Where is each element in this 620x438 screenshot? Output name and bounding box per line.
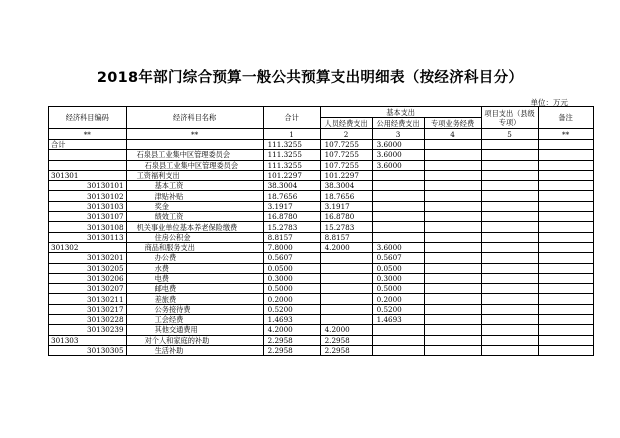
cell-code: 30130239 — [49, 325, 127, 335]
cell-code: 合计 — [49, 140, 127, 150]
cell-remark — [538, 253, 593, 263]
table-row — [49, 315, 594, 325]
cell-name: 基本工资 — [126, 181, 263, 191]
header-total: 合计 — [263, 107, 320, 129]
table-row — [49, 273, 594, 283]
cell-special — [424, 273, 481, 283]
cell-name: 差旅费 — [126, 294, 263, 304]
cell-personnel — [320, 294, 372, 304]
cell-project — [481, 242, 538, 252]
unit-label: 单位：万元 — [530, 98, 568, 107]
cell-remark — [538, 150, 593, 160]
cell-code: 30130107 — [49, 212, 127, 222]
cell-project — [481, 160, 538, 170]
cell-total: 101.2297 — [263, 170, 320, 180]
cell-public: 3.6000 — [372, 160, 424, 170]
cell-code: 30130228 — [49, 315, 127, 325]
cell-remark — [538, 242, 593, 252]
cell-project — [481, 170, 538, 180]
table-row — [49, 181, 594, 191]
cell-code: 30130101 — [49, 181, 127, 191]
cell-total: 0.3000 — [263, 273, 320, 283]
cell-public — [372, 345, 424, 355]
index-cell: 2 — [320, 129, 372, 140]
cell-special — [424, 345, 481, 355]
index-cell: 5 — [481, 129, 538, 140]
cell-total: 7.8000 — [263, 242, 320, 252]
cell-personnel: 107.7255 — [320, 160, 372, 170]
cell-code: 30130108 — [49, 222, 127, 232]
cell-personnel: 2.2958 — [320, 345, 372, 355]
cell-public: 0.0500 — [372, 263, 424, 273]
cell-personnel — [320, 284, 372, 294]
cell-project — [481, 345, 538, 355]
cell-public — [372, 325, 424, 335]
cell-personnel: 15.2783 — [320, 222, 372, 232]
cell-total: 111.3255 — [263, 150, 320, 160]
cell-name: 工会经费 — [126, 315, 263, 325]
cell-project — [481, 325, 538, 335]
cell-project — [481, 232, 538, 242]
cell-special — [424, 242, 481, 252]
cell-public: 3.6000 — [372, 140, 424, 150]
cell-special — [424, 191, 481, 201]
cell-total: 18.7656 — [263, 191, 320, 201]
cell-code: 30130217 — [49, 304, 127, 314]
cell-project — [481, 191, 538, 201]
cell-total: 111.3255 — [263, 160, 320, 170]
index-cell: 3 — [372, 129, 424, 140]
table-row — [49, 284, 594, 294]
table-row — [49, 150, 594, 160]
cell-public — [372, 232, 424, 242]
cell-personnel — [320, 263, 372, 273]
cell-personnel: 4.2000 — [320, 242, 372, 252]
cell-special — [424, 335, 481, 345]
cell-remark — [538, 335, 593, 345]
cell-remark — [538, 345, 593, 355]
cell-public: 0.5607 — [372, 253, 424, 263]
cell-public: 3.6000 — [372, 242, 424, 252]
cell-code: 30130113 — [49, 232, 127, 242]
cell-total: 8.8157 — [263, 232, 320, 242]
cell-special — [424, 284, 481, 294]
cell-remark — [538, 140, 593, 150]
cell-public — [372, 212, 424, 222]
cell-name: 石泉县工业集中区管理委员会 — [126, 160, 263, 170]
cell-personnel — [320, 304, 372, 314]
table-row — [49, 345, 594, 355]
table-row — [49, 232, 594, 242]
cell-name: 对个人和家庭的补助 — [126, 335, 263, 345]
table-row — [49, 242, 594, 252]
cell-project — [481, 201, 538, 211]
cell-project — [481, 315, 538, 325]
header-project: 项目支出（县级专项） — [481, 107, 538, 129]
cell-personnel — [320, 253, 372, 263]
cell-project — [481, 181, 538, 191]
cell-personnel: 16.8780 — [320, 212, 372, 222]
cell-code: 30130305 — [49, 345, 127, 355]
cell-project — [481, 304, 538, 314]
header-special: 专项业务经费 — [424, 118, 481, 129]
cell-name: 水费 — [126, 263, 263, 273]
cell-code: 30130205 — [49, 263, 127, 273]
cell-name: 生活补助 — [126, 345, 263, 355]
cell-public — [372, 191, 424, 201]
table-row — [49, 201, 594, 211]
cell-special — [424, 315, 481, 325]
cell-remark — [538, 232, 593, 242]
cell-remark — [538, 273, 593, 283]
cell-remark — [538, 304, 593, 314]
cell-project — [481, 273, 538, 283]
cell-special — [424, 150, 481, 160]
cell-public: 0.5000 — [372, 284, 424, 294]
cell-total: 1.4693 — [263, 315, 320, 325]
cell-personnel: 8.8157 — [320, 232, 372, 242]
table-row — [49, 263, 594, 273]
cell-public — [372, 181, 424, 191]
cell-code — [49, 160, 127, 170]
table-row — [49, 253, 594, 263]
cell-personnel: 107.7255 — [320, 140, 372, 150]
cell-public: 0.2000 — [372, 294, 424, 304]
cell-public: 0.3000 — [372, 273, 424, 283]
cell-total: 2.2958 — [263, 345, 320, 355]
index-cell: 1 — [263, 129, 320, 140]
cell-name: 石泉县工业集中区管理委员会 — [126, 150, 263, 160]
cell-code: 30130211 — [49, 294, 127, 304]
cell-remark — [538, 201, 593, 211]
cell-name: 电费 — [126, 273, 263, 283]
cell-project — [481, 335, 538, 345]
cell-code — [49, 150, 127, 160]
cell-name: 其他交通费用 — [126, 325, 263, 335]
table-row — [49, 170, 594, 180]
cell-code: 30130103 — [49, 201, 127, 211]
index-cell: ** — [126, 129, 263, 140]
expenditure-table — [48, 106, 594, 356]
cell-remark — [538, 315, 593, 325]
cell-code: 301303 — [49, 335, 127, 345]
header-personnel: 人员经费支出 — [320, 118, 372, 129]
page-title: 2018年部门综合预算一般公共预算支出明细表（按经济科目分） — [96, 70, 524, 86]
cell-public — [372, 222, 424, 232]
cell-personnel: 101.2297 — [320, 170, 372, 180]
cell-total: 0.2000 — [263, 294, 320, 304]
table-row — [49, 191, 594, 201]
cell-remark — [538, 325, 593, 335]
cell-special — [424, 140, 481, 150]
cell-special — [424, 201, 481, 211]
cell-project — [481, 263, 538, 273]
cell-remark — [538, 222, 593, 232]
cell-remark — [538, 284, 593, 294]
cell-project — [481, 212, 538, 222]
cell-public: 3.6000 — [372, 150, 424, 160]
cell-special — [424, 232, 481, 242]
table-row — [49, 160, 594, 170]
cell-project — [481, 222, 538, 232]
cell-project — [481, 294, 538, 304]
cell-personnel — [320, 273, 372, 283]
cell-name — [126, 140, 263, 150]
cell-special — [424, 294, 481, 304]
cell-total: 0.5607 — [263, 253, 320, 263]
table-row — [49, 325, 594, 335]
cell-special — [424, 170, 481, 180]
cell-personnel: 18.7656 — [320, 191, 372, 201]
cell-total: 4.2000 — [263, 325, 320, 335]
cell-public — [372, 201, 424, 211]
cell-special — [424, 160, 481, 170]
cell-remark — [538, 181, 593, 191]
cell-name: 商品和服务支出 — [126, 242, 263, 252]
cell-special — [424, 212, 481, 222]
cell-code: 30130102 — [49, 191, 127, 201]
cell-special — [424, 253, 481, 263]
cell-remark — [538, 160, 593, 170]
cell-project — [481, 253, 538, 263]
cell-name: 公务接待费 — [126, 304, 263, 314]
cell-code: 301301 — [49, 170, 127, 180]
cell-name: 住房公积金 — [126, 232, 263, 242]
cell-name: 津贴补贴 — [126, 191, 263, 201]
cell-total: 38.3004 — [263, 181, 320, 191]
index-cell: ** — [49, 129, 127, 140]
cell-public — [372, 170, 424, 180]
cell-remark — [538, 263, 593, 273]
cell-personnel: 38.3004 — [320, 181, 372, 191]
cell-name: 邮电费 — [126, 284, 263, 294]
cell-name: 工资福利支出 — [126, 170, 263, 180]
table-row — [49, 335, 594, 345]
cell-total: 0.0500 — [263, 263, 320, 273]
header-basic: 基本支出 — [320, 107, 481, 118]
cell-personnel: 3.1917 — [320, 201, 372, 211]
cell-total: 0.5000 — [263, 284, 320, 294]
cell-remark — [538, 212, 593, 222]
cell-personnel: 4.2000 — [320, 325, 372, 335]
cell-code: 30130206 — [49, 273, 127, 283]
cell-total: 16.8780 — [263, 212, 320, 222]
header-remark: 备注 — [538, 107, 593, 129]
cell-total: 0.5200 — [263, 304, 320, 314]
index-cell: 4 — [424, 129, 481, 140]
cell-total: 111.3255 — [263, 140, 320, 150]
cell-special — [424, 181, 481, 191]
cell-project — [481, 140, 538, 150]
cell-personnel: 2.2958 — [320, 335, 372, 345]
header-name: 经济科目名称 — [126, 107, 263, 129]
cell-name: 机关事业单位基本养老保险缴费 — [126, 222, 263, 232]
cell-special — [424, 263, 481, 273]
cell-public: 0.5200 — [372, 304, 424, 314]
header-row-1 — [49, 107, 594, 118]
cell-total: 3.1917 — [263, 201, 320, 211]
cell-special — [424, 325, 481, 335]
cell-special — [424, 304, 481, 314]
cell-total: 15.2783 — [263, 222, 320, 232]
cell-personnel — [320, 315, 372, 325]
cell-project — [481, 284, 538, 294]
cell-remark — [538, 170, 593, 180]
cell-code: 301302 — [49, 242, 127, 252]
header-code: 经济科目编码 — [49, 107, 127, 129]
cell-code: 30130207 — [49, 284, 127, 294]
cell-personnel: 107.7255 — [320, 150, 372, 160]
cell-code: 30130201 — [49, 253, 127, 263]
cell-remark — [538, 191, 593, 201]
cell-project — [481, 150, 538, 160]
cell-name: 办公费 — [126, 253, 263, 263]
table-row — [49, 222, 594, 232]
index-cell: ** — [538, 129, 593, 140]
index-row — [49, 129, 594, 140]
cell-total: 2.2958 — [263, 335, 320, 345]
header-public: 公用经费支出 — [372, 118, 424, 129]
cell-special — [424, 222, 481, 232]
table-row — [49, 212, 594, 222]
cell-remark — [538, 294, 593, 304]
table-row — [49, 294, 594, 304]
table-row — [49, 304, 594, 314]
table-row — [49, 140, 594, 150]
cell-name: 奖金 — [126, 201, 263, 211]
cell-public — [372, 335, 424, 345]
cell-name: 绩效工资 — [126, 212, 263, 222]
cell-public: 1.4693 — [372, 315, 424, 325]
